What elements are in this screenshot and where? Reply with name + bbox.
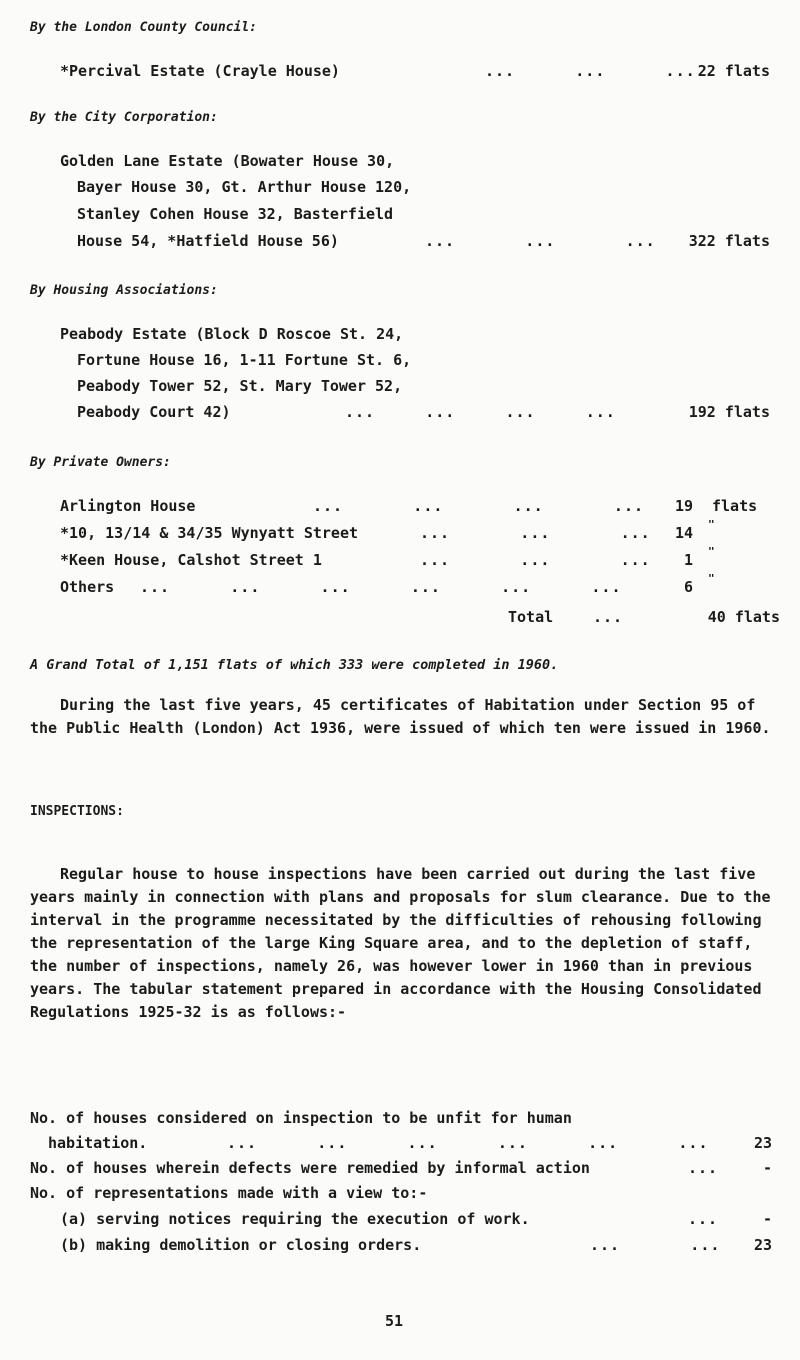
section-heading-housing: By Housing Associations: xyxy=(30,283,218,298)
private-row-unit: " xyxy=(708,572,715,585)
inspections-heading: INSPECTIONS: xyxy=(30,804,124,819)
private-row-label: *10, 13/14 & 34/35 Wynyatt Street xyxy=(60,524,359,542)
private-row-label: Arlington House xyxy=(60,497,196,515)
lcc-dots: ... ... ... xyxy=(485,62,696,80)
lcc-line: *Percival Estate (Crayle House) xyxy=(60,62,340,80)
private-row-count: 1 xyxy=(683,551,693,569)
stat-unfit-dots: ... ... ... ... ... ... xyxy=(227,1134,709,1152)
private-row-label: *Keen House, Calshot Street 1 xyxy=(60,551,322,569)
stat-representations-line: No. of representations made with a view to:- xyxy=(30,1184,428,1202)
private-row-unit: flats xyxy=(712,497,758,515)
private-row-count: 14 xyxy=(674,524,693,542)
housing-total: 192 flats xyxy=(688,403,770,421)
private-row-dots: ... ... ... xyxy=(420,551,651,569)
city-total: 322 flats xyxy=(688,232,770,250)
housing-line-4: Peabody Court 42) xyxy=(77,403,231,421)
habitation-paragraph: During the last five years, 45 certificates of Habitation under Section 95 of the Public Health (London) Act 1936, were issued of which ten were issued in 1960. xyxy=(30,696,771,737)
stat-notices-value: - xyxy=(762,1210,772,1228)
private-total-dots: ... xyxy=(593,608,624,626)
city-line-1: Golden Lane Estate (Bowater House 30, xyxy=(60,152,395,170)
inspections-paragraph: Regular house to house inspections have been carried out during the last five years mainly in connection with plans and proposals for slum clearance. Due to the interval in the programme necessitated by the difficulties of rehousing following the representation of the large King Square area, and to the depletion of staff, the number of inspections, namely 26, was however lower in 1960 than in previous years. The tabular statement prepared in accordance with the Housing Consolidated Regulations 1925-32 is as follows:- xyxy=(30,865,771,1021)
private-row-dots: ... ... ... ... xyxy=(313,497,645,515)
city-line-3: Stanley Cohen House 32, Basterfield xyxy=(77,205,394,223)
private-row-label: Others xyxy=(60,578,115,596)
stat-demolition-value: 23 xyxy=(753,1236,772,1254)
city-line-4: House 54, *Hatfield House 56) xyxy=(77,232,339,250)
private-row-unit: " xyxy=(708,518,715,531)
private-row-unit: " xyxy=(708,545,715,558)
stat-informal-dots: ... xyxy=(688,1159,719,1177)
stat-unfit-line-2: habitation. xyxy=(48,1134,148,1152)
private-total-label: Total xyxy=(508,608,554,626)
private-row-dots: ... ... ... xyxy=(420,524,651,542)
private-row-count: 19 xyxy=(674,497,693,515)
section-heading-city: By the City Corporation: xyxy=(30,110,218,125)
stat-unfit-line-1: No. of houses considered on inspection to be unfit for human xyxy=(30,1109,572,1127)
private-row-dots: ... ... ... ... ... ... xyxy=(140,578,622,596)
housing-dots: ... ... ... ... xyxy=(345,403,616,421)
city-line-2: Bayer House 30, Gt. Arthur House 120, xyxy=(77,178,412,196)
city-dots: ... ... ... xyxy=(425,232,656,250)
housing-line-2: Fortune House 16, 1-11 Fortune St. 6, xyxy=(77,351,412,369)
grand-total: A Grand Total of 1,151 flats of which 333 were completed in 1960. xyxy=(30,657,559,673)
section-heading-lcc: By the London County Council: xyxy=(30,20,257,35)
private-row-count: 6 xyxy=(683,578,693,596)
section-heading-private: By Private Owners: xyxy=(30,455,171,470)
page-number: 51 xyxy=(385,1312,404,1330)
stat-unfit-value: 23 xyxy=(753,1134,772,1152)
stat-demolition-line: (b) making demolition or closing orders. xyxy=(60,1236,422,1254)
stat-demolition-dots: ... ... xyxy=(590,1236,721,1254)
stat-informal-value: - xyxy=(762,1159,772,1177)
housing-line-1: Peabody Estate (Block D Roscoe St. 24, xyxy=(60,325,404,343)
housing-line-3: Peabody Tower 52, St. Mary Tower 52, xyxy=(77,377,403,395)
lcc-total: 22 flats xyxy=(697,62,770,80)
stat-notices-line: (a) serving notices requiring the execution of work. xyxy=(60,1210,530,1228)
private-total-value: 40 flats xyxy=(707,608,780,626)
stat-notices-dots: ... xyxy=(688,1210,719,1228)
stat-informal-line: No. of houses wherein defects were remedied by informal action xyxy=(30,1159,590,1177)
